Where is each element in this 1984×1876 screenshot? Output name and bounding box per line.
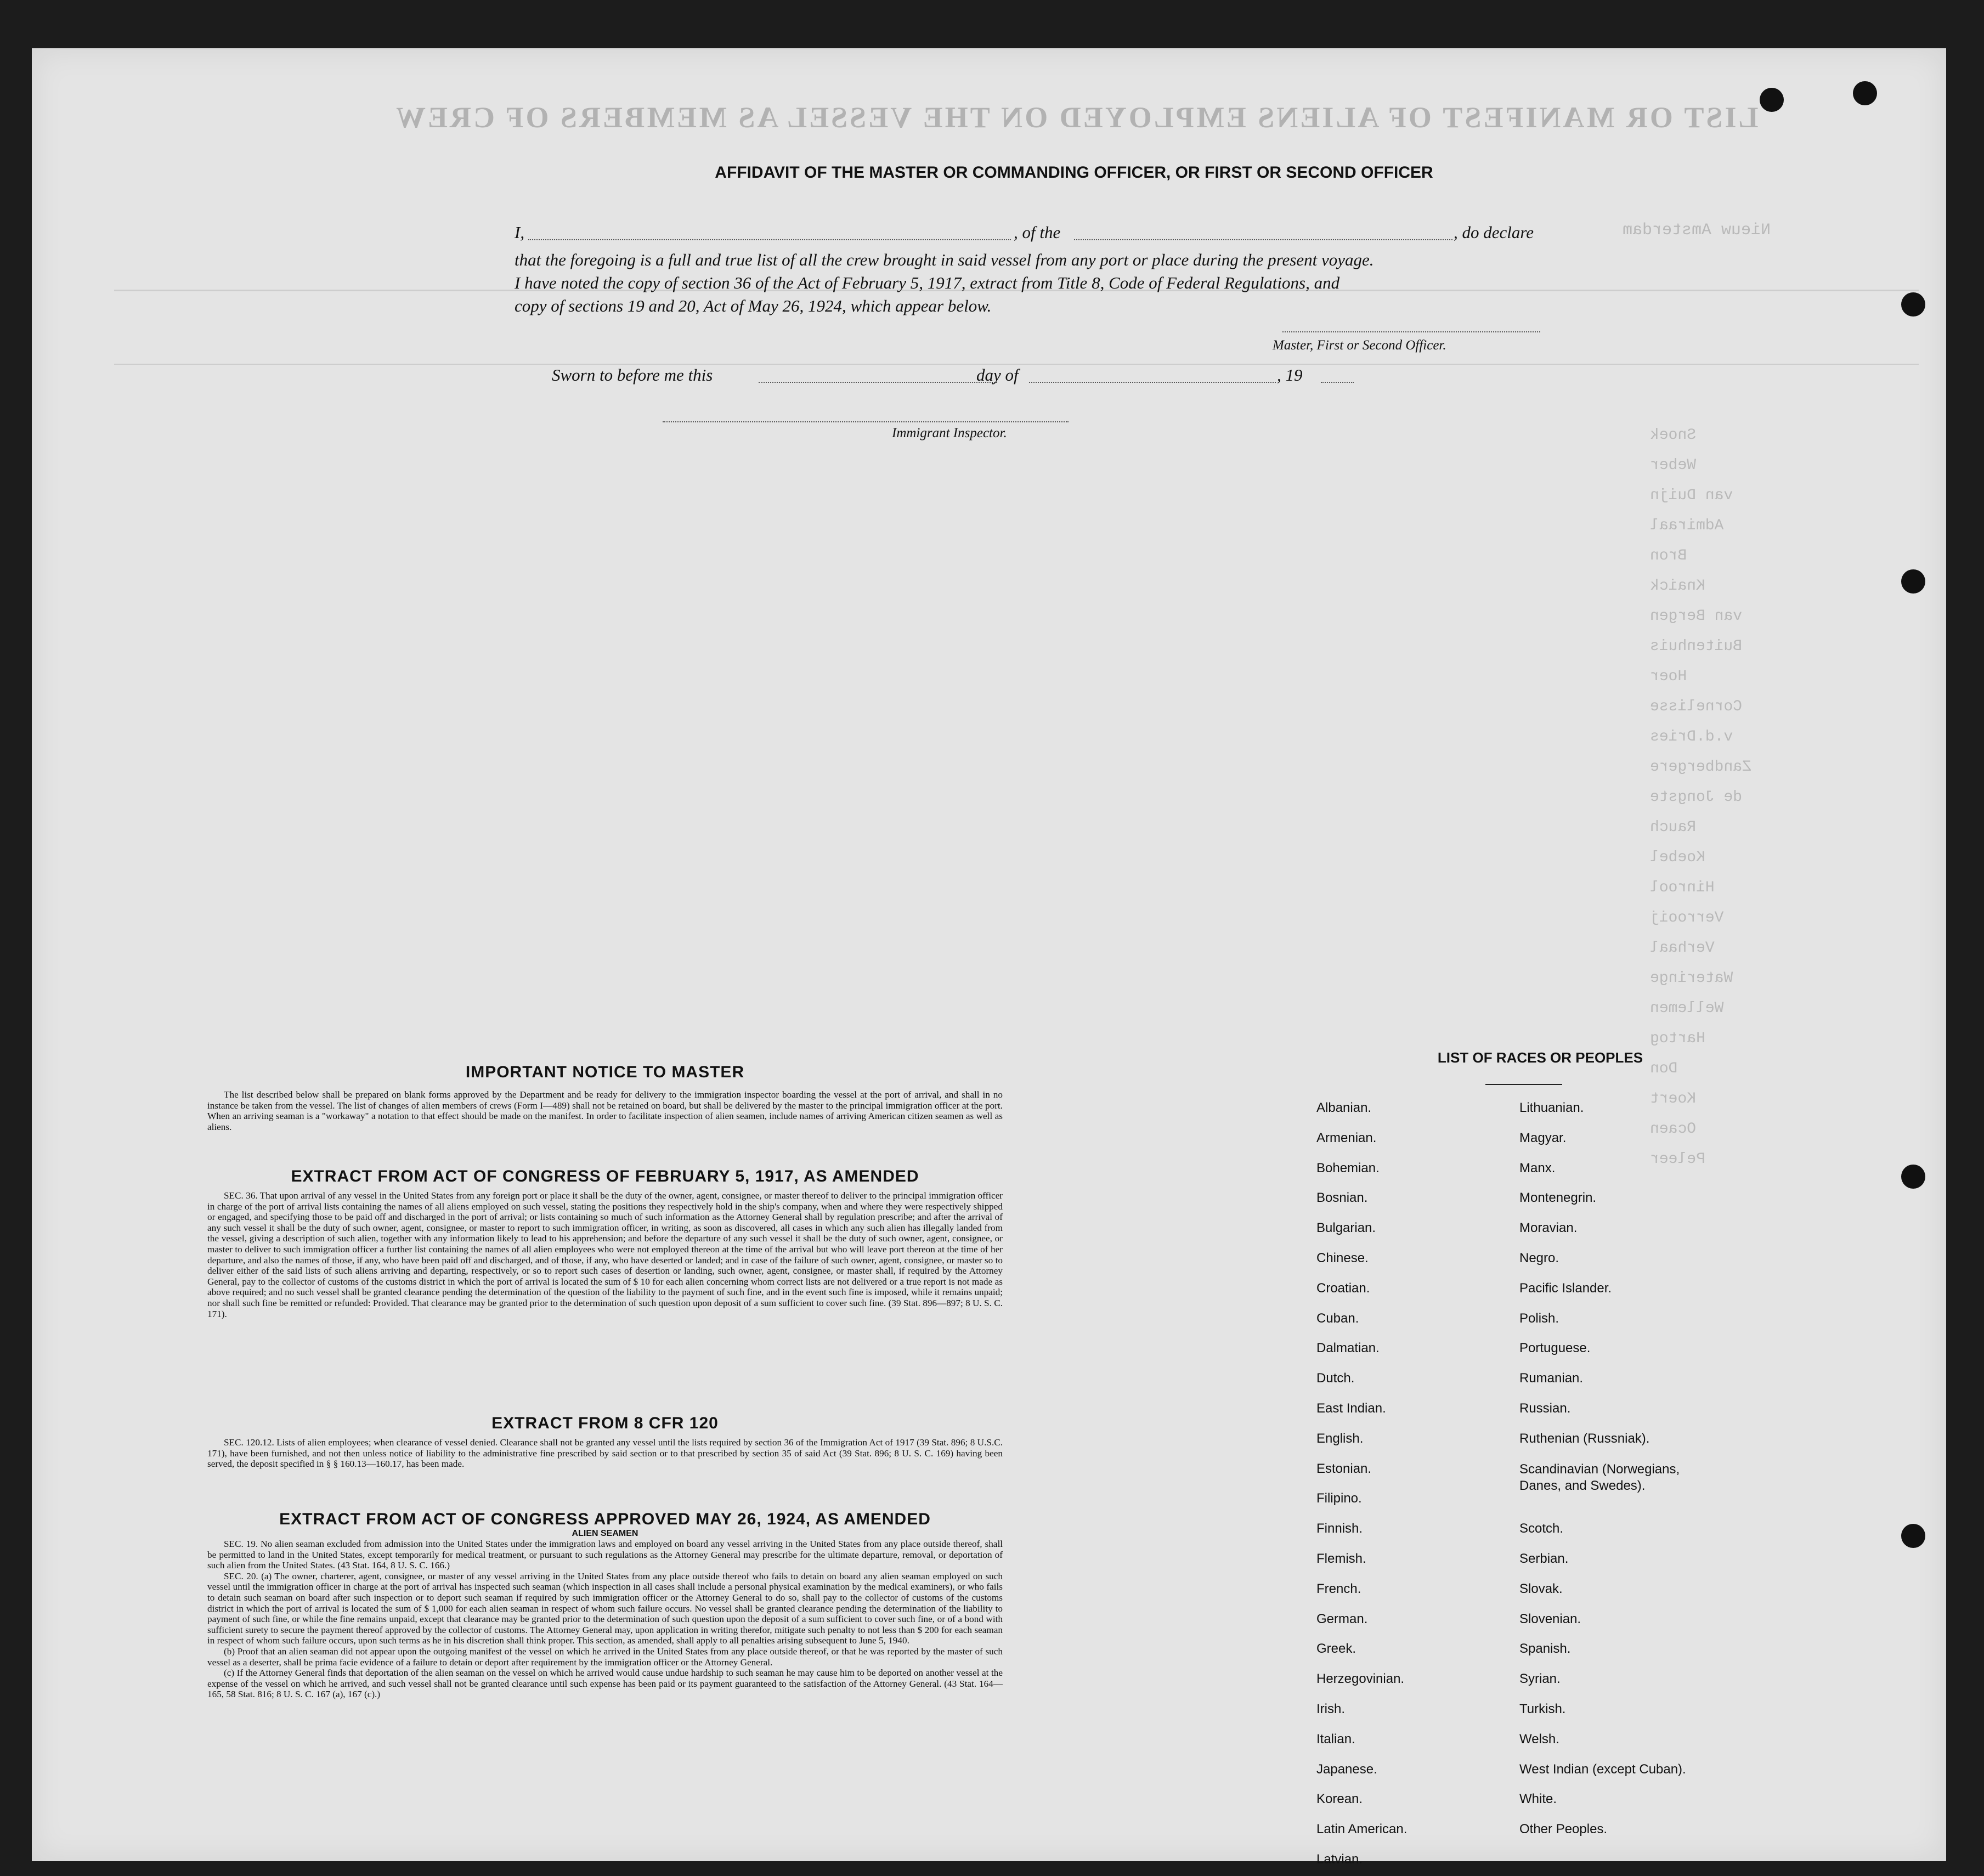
race-item: Magyar.: [1519, 1130, 1567, 1145]
bleed-through-name: Cornelisse: [1650, 698, 1743, 715]
sec-20b-text: (b) Proof that an alien seaman did not appear upon the outgoing manifest of the vessel on which he arrived in the United States from any place outside thereof, or that he was reported by the master of such vessel as a deserter, shall be prima facie evidence of a failure to detain or deport after requirement by the immigration officer or the Attorney General.: [207, 1646, 1003, 1668]
punch-hole: [1901, 1165, 1925, 1189]
manifest-sheet: [32, 48, 1946, 1867]
bleed-through-name: Don: [1650, 1060, 1678, 1077]
races-divider: [1485, 1084, 1562, 1085]
bleed-through-name: Admiraal: [1650, 517, 1724, 534]
race-item: Scotch.: [1519, 1521, 1564, 1536]
race-item: Polish.: [1519, 1310, 1559, 1326]
bleed-through-name: van Bergen: [1650, 608, 1743, 625]
bleed-through-name: Hoer: [1650, 668, 1687, 685]
sworn-year-blank: [1321, 382, 1354, 383]
extract-1917: [207, 1167, 1003, 1319]
sec-19-text: SEC. 19. No alien seaman excluded from admission into the United States under the immigration laws and employed on board any vessel arriving in the United States from any place outside thereof, shall be permitted to land in the United States, except temporarily for medical treatment, or pursuant to such regulations as the Attorney General may prescribe for the ultimate departure, removal, or deportation of such alien from the United States. (43 Stat. 164, 8 U. S. C. 166.): [207, 1539, 1003, 1571]
bleed-through-name: Wellemen: [1650, 1000, 1724, 1017]
bleed-through-name: Peleer: [1650, 1151, 1705, 1168]
bleed-through-name: Knaick: [1650, 578, 1705, 595]
extract-1917-body: SEC. 36. That upon arrival of any vessel in the United States from any foreign port or place it shall be the duty of the owner, agent, consignee, or master thereof to deliver to the principal immigration officer in charge of the port of arrival lists containing the names of all aliens employed on such vessel, stating the positions they respectively hold in the ship's company, when and where they were respectively shipped or engaged, and specifying those to be paid off and discharged in the port of arrival; or lists containing so much of such information as the Attorney General shall by regulation prescribe; and after the arrival of any such vessel it shall be the duty of such owner, agent, consignee, or master to report to such immigration officer, in writing, as soon as discovered, all cases in which any such alien has illegally landed from the vessel, giving a description of such alien, together with any information likely to lead to his apprehension; and before the departure of any such vessel it shall be the duty of such owner, agent, consignee, or master to deliver to such immigration officer a further list containing the names of all alien employees who were not employed thereon at the time of the arrival but who will leave port thereon at the time of her departure, and also the names of those, if any, who have been paid off and discharged, and of those, if any, who have deserted or landed; and in case of the failure of such owner, agent, consignee, or master so to deliver either of the said lists of such aliens arriving and departing, respectively, or so to report such cases of desertion or landing, such owner, agent, consignee, or master shall, if required by the Attorney General, pay to the collector of customs of the customs district in which the port of arrival is located the sum of $ 10 for each alien concerning whom correct lists are not delivered or a true report is not made as above required; and no such vessel shall be granted clearance pending the determination of the question of the liability to the payment of such fine, and in the event such fine is imposed, while it remains unpaid; nor shall such fine be remitted or refunded: Provided. That clearance may be granted prior to the determination of such question upon deposit of a sum sufficient to cover such fine. (39 Stat. 896—897; 8 U. S. C. 171).: [207, 1190, 1003, 1319]
race-item: Armenian.: [1316, 1130, 1377, 1145]
year-label: , 19: [1277, 365, 1303, 385]
bleed-through-name: Ocaen: [1650, 1121, 1697, 1138]
race-item: Moravian.: [1519, 1220, 1578, 1236]
race-item: Dutch.: [1316, 1371, 1355, 1386]
race-item: Latin American.: [1316, 1822, 1408, 1837]
master-signature-label: Master, First or Second Officer.: [1273, 338, 1446, 353]
race-item: Latvian.: [1316, 1852, 1363, 1867]
race-item: Bulgarian.: [1316, 1220, 1376, 1236]
race-item: Irish.: [1316, 1702, 1346, 1716]
race-item: Russian.: [1519, 1401, 1571, 1416]
notice-title: IMPORTANT NOTICE TO MASTER: [465, 1063, 745, 1081]
sworn-month-blank: [1029, 382, 1276, 383]
affidavit-line-2: I have noted the copy of section 36 of the Act of February 5, 1917, extract from Title 8, Code of Federal Regulations, and: [515, 273, 1340, 292]
extract-cfr-body: SEC. 120.12. Lists of alien employees; when clearance of vessel denied. Clearance shall not be granted any vessel until the lists required by section 36 of the Immigration Act of 1917 (39 Stat. 896; 8 U.S.C. 171), have been furnished, and not then unless notice of liability to the administrative fine prescribed by said section or to that prescribed by section 35 of said Act (39 Stat. 896; 8 U. S. C. 169) having been served, the deposit specified in § § 160.13—160.17, has been made.: [207, 1437, 1003, 1470]
sec-20c-text: (c) If the Attorney General finds that deportation of the alien seaman on the vessel on which he arrived would cause undue hardship to such seaman he may cause him to be deported on another vessel at the expense of the vessel on which he arrived, and such vessel shall not be granted clearance until such expense has been paid or its payment guaranteed to the satisfaction of the Attorney General. (43 Stat. 164—165, 58 Stat. 816; 8 U. S. C. 167 (a), 167 (c).): [207, 1668, 1003, 1700]
race-item: English.: [1316, 1431, 1364, 1446]
race-item: Montenegrin.: [1519, 1190, 1597, 1206]
punch-hole: [1901, 569, 1925, 594]
extract-cfr-title: EXTRACT FROM 8 CFR 120: [491, 1414, 719, 1432]
race-item: Estonian.: [1316, 1461, 1372, 1476]
race-item: Slovak.: [1519, 1581, 1563, 1596]
race-item: Pacific Islander.: [1519, 1280, 1612, 1296]
bleed-through-name: Weber: [1650, 457, 1697, 474]
race-item: Syrian.: [1519, 1671, 1561, 1687]
race-item: Lithuanian.: [1519, 1100, 1584, 1115]
race-item: Other Peoples.: [1519, 1822, 1608, 1837]
sworn-day-blank: [759, 382, 997, 383]
affidavit-of-the-label: , of the: [1014, 223, 1061, 242]
race-item: West Indian (except Cuban).: [1519, 1761, 1686, 1777]
bleed-through-name: van Duijn: [1650, 487, 1733, 504]
bleed-through-name: Bron: [1650, 547, 1687, 564]
important-notice: [207, 1063, 1003, 1132]
race-item: Serbian.: [1519, 1551, 1569, 1566]
bleed-through-name: Verhaal: [1650, 940, 1715, 957]
race-item: Bosnian.: [1316, 1190, 1368, 1206]
race-item: Italian.: [1316, 1731, 1355, 1747]
affidavit-i-label: I,: [515, 223, 525, 242]
race-item: East Indian.: [1316, 1401, 1386, 1416]
bleed-through-name: Koert: [1650, 1090, 1697, 1107]
extract-cfr: [207, 1414, 1003, 1470]
bleed-through-name: de Jongste: [1650, 789, 1743, 806]
race-item: Croatian.: [1316, 1280, 1370, 1296]
notice-body: The list described below shall be prepared on blank forms approved by the Department and be ready for delivery to the immigration inspector boarding the vessel at the port of arrival, and shall in no instance be taken from the vessel. The list of changes of alien members of crews (Form I—489) shall not be retained on board, but shall be delivered by the master to the principal immigration officer at the port. When an arriving seaman is a "workaway" a notation to that effect should be made on the manifest. In order to facilitate inspection of alien seamen, include names of arriving American citizen seamen as well as aliens.: [207, 1089, 1003, 1132]
race-item: Finnish.: [1316, 1521, 1363, 1536]
sec-20a-text: SEC. 20. (a) The owner, charterer, agent, consignee, or master of any vessel arriving in the United States from any place outside thereof who fails to detain on board any alien seaman employed on such vessel until the immigration officer in charge at the port of arrival has inspected such seaman (which inspection in all cases shall include a personal physical examination by the medical examiners), or who fails to detain such seaman on board after such inspection or to deport such seaman if required by such immigration officer or the Attorney General to do so, shall pay to the collector of customs of the customs district in which the port of arrival is located the sum of $ 1,000 for each alien seaman in respect of whom such failure occurs. No vessel shall be granted clearance pending the determination of the liability to payment of such fine, or while the fine remains unpaid, except that clearance may be granted prior to the determination of such question upon the deposit of a sum sufficient to cover such fine, or of a bond with sufficient surety to secure the payment thereof approved by the collector of customs. The Attorney General may, upon application in writing therefor, mitigate such penalty to not less than $ 200 for each seaman in respect of whom such failure occurs, upon such terms as he in his discretion shall think proper. This section, as amended, shall apply to all penalties arising subsequent to June 5, 1940.: [207, 1570, 1003, 1646]
extract-1924: [207, 1510, 1003, 1700]
sworn-label: Sworn to before me this: [552, 365, 713, 385]
race-item: Negro.: [1519, 1251, 1559, 1265]
race-item: Herzegovinian.: [1316, 1671, 1405, 1687]
affidavit-line-3: copy of sections 19 and 20, Act of May 26, 1924, which appear below.: [515, 296, 992, 315]
punch-hole: [1760, 88, 1784, 112]
race-item: Cuban.: [1316, 1310, 1359, 1326]
extract-1917-title: EXTRACT FROM ACT OF CONGRESS OF FEBRUARY 5, 1917, AS AMENDED: [291, 1167, 919, 1185]
race-item: White.: [1519, 1792, 1557, 1807]
race-item: Filipino.: [1316, 1491, 1362, 1506]
affidavit-title: AFFIDAVIT OF THE MASTER OR COMMANDING OFFICER, OR FIRST OR SECOND OFFICER: [715, 163, 1433, 182]
race-item: Bohemian.: [1316, 1160, 1380, 1176]
bleed-through-name: Buitenhuis: [1650, 638, 1743, 655]
punch-hole: [1901, 1524, 1925, 1548]
bleed-through-name: Snoek: [1650, 427, 1697, 444]
bleed-through-name: Verrooij: [1650, 909, 1724, 926]
race-item: Chinese.: [1316, 1251, 1369, 1265]
vessel-blank: [1074, 239, 1452, 240]
punch-hole: [1901, 292, 1925, 317]
race-item: Portuguese.: [1519, 1341, 1591, 1356]
alien-seamen-subtitle: ALIEN SEAMEN: [572, 1529, 638, 1538]
affidavit-declare-label: , do declare: [1454, 223, 1534, 242]
bleed-through-vessel: Nieuw Amsterdam: [1623, 221, 1771, 240]
bleed-through-name: Zandbergere: [1650, 759, 1751, 776]
bleed-through-name: v.d.Dries: [1650, 728, 1733, 745]
race-item: Greek.: [1316, 1641, 1356, 1657]
race-item: Turkish.: [1519, 1702, 1566, 1716]
race-item: German.: [1316, 1611, 1368, 1626]
race-item: Dalmatian.: [1316, 1341, 1380, 1356]
signature-blank: [1282, 331, 1540, 332]
inspector-label: Immigrant Inspector.: [892, 426, 1007, 440]
races-title: LIST OF RACES OR PEOPLES: [1437, 1049, 1643, 1066]
race-item: Slovenian.: [1519, 1611, 1581, 1626]
race-item: Spanish.: [1519, 1641, 1571, 1657]
bleed-through-rule: [114, 364, 1919, 365]
race-item: French.: [1316, 1581, 1361, 1596]
race-item: Flemish.: [1316, 1551, 1366, 1566]
inspector-signature-blank: [663, 421, 1069, 422]
race-item: Welsh.: [1519, 1731, 1559, 1747]
race-item: Manx.: [1519, 1160, 1556, 1176]
race-item: Rumanian.: [1519, 1371, 1584, 1386]
extract-1924-title: EXTRACT FROM ACT OF CONGRESS APPROVED MAY 26, 1924, AS AMENDED: [279, 1510, 931, 1528]
day-of-label: day of: [976, 365, 1019, 385]
name-blank: [528, 239, 1011, 240]
race-item: Albanian.: [1316, 1100, 1372, 1115]
bleed-through-name: Hartog: [1650, 1030, 1705, 1047]
punch-hole: [1853, 81, 1877, 105]
bleed-through-name: Rauch: [1650, 819, 1697, 836]
race-item: Korean.: [1316, 1792, 1363, 1807]
bleed-through-name: Hinrool: [1650, 879, 1715, 896]
race-item: Japanese.: [1316, 1761, 1377, 1777]
race-item: Ruthenian (Russniak).: [1519, 1431, 1650, 1446]
bleed-through-name: Wateringe: [1650, 970, 1733, 987]
race-item: Scandinavian (Norwegians, Danes, and Swedes).: [1519, 1461, 1680, 1493]
bleed-through-name: Koebel: [1650, 849, 1705, 866]
affidavit-line-1: that the foregoing is a full and true list of all the crew brought in said vessel from any port or place during the present voyage.: [515, 250, 1374, 269]
bleed-through-title: LIST OR MANIFEST OF ALIENS EMPLOYED ON THE VESSEL AS MEMBERS OF CREW: [394, 101, 1759, 134]
